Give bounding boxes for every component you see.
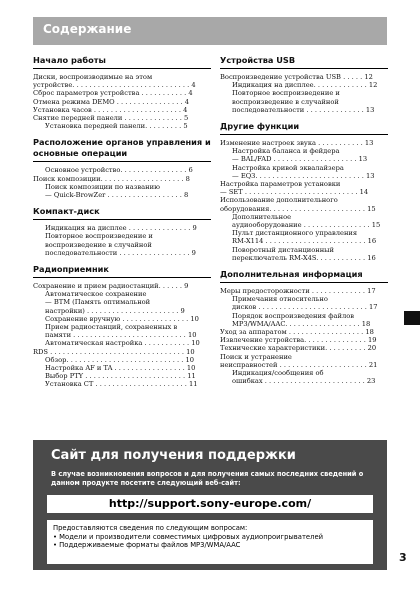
- toc-entry: Автоматическое сохранение: [45, 290, 147, 299]
- toc-left-column: [33, 55, 211, 396]
- toc-entry: Индикация на дисплее. . . . . . . . . . . . . 12: [232, 81, 378, 90]
- toc-section-title: Устройства USB: [220, 55, 388, 69]
- toc-entry: Сохранение и прием радиостанций. . . . . . 9: [33, 282, 189, 291]
- toc-entry: дисков . . . . . . . . . . . . . . . . . . . . . . . . . . 17: [232, 303, 378, 312]
- toc-entry: Извлечение устройства. . . . . . . . . . . . . . . 19: [220, 336, 377, 345]
- toc-entry: памяти . . . . . . . . . . . . . . . . . . . . . . . . . . . 10: [45, 331, 197, 340]
- toc-section: [33, 55, 211, 130]
- toc-entry: Меры предосторожности . . . . . . . . . . . . . 17: [220, 287, 376, 296]
- toc-entry: Поиск и устранение: [220, 352, 292, 361]
- toc-entry: Отмена режима DEMO . . . . . . . . . . . . . . . . 4: [33, 97, 190, 106]
- toc-entry: неисправностей . . . . . . . . . . . . . . . . . . . . . 21: [220, 360, 378, 369]
- page-number: 3: [399, 551, 407, 564]
- support-info-line: Предоставляются сведения по следующим вопросам:: [53, 524, 248, 532]
- toc-entry: Основное устройство. . . . . . . . . . . . . . . . 6: [45, 166, 193, 175]
- toc-entry: Повторное воспроизведение и: [45, 232, 153, 241]
- toc-entry: Поиск композиции по названию: [45, 182, 160, 191]
- toc-entry: Порядок воспроизведения файлов: [232, 311, 354, 320]
- toc-entry: Поиск композиции. . . . . . . . . . . . . . . . . . . . 8: [33, 174, 190, 183]
- toc-entry: Снятие передней панели . . . . . . . . . . . . . . 5: [33, 114, 189, 123]
- toc-entry: Технические характеристики. . . . . . . . . . 20: [220, 344, 377, 353]
- toc-entry: Установка передней панели. . . . . . . . . 5: [45, 122, 188, 131]
- toc-section: [33, 206, 211, 257]
- toc-entry: Индикация на дисплее . . . . . . . . . . . . . . . 9: [45, 224, 197, 233]
- toc-entry: воспроизведение в случайной: [45, 240, 152, 249]
- toc-section: [220, 55, 388, 114]
- section-tab-marker: [404, 311, 420, 325]
- toc-entry: последовательности . . . . . . . . . . . . . . . . . 9: [45, 248, 196, 257]
- toc-entry: устройстве. . . . . . . . . . . . . . . . . . . . . . . . . . . . 4: [33, 81, 196, 90]
- support-title: Сайт для получения поддержки: [51, 448, 296, 463]
- toc-entry: — Quick-BrowZer . . . . . . . . . . . . . . . . . . 8: [45, 191, 189, 200]
- toc-entry: Дополнительное: [232, 212, 292, 221]
- toc-entry: Сохранение вручную . . . . . . . . . . . . . . . . 10: [45, 314, 199, 323]
- toc-entry: Установка CT . . . . . . . . . . . . . . . . . . . . . . 11: [45, 380, 198, 389]
- support-box: [33, 440, 387, 570]
- toc-entry: оборудования. . . . . . . . . . . . . . . . . . . . . . . 15: [220, 204, 376, 213]
- toc-entry: Использование дополнительного: [220, 196, 338, 205]
- support-info-line: • Модели и производители совместимых цифровых аудиопроигрывателей: [53, 532, 324, 541]
- toc-entry: Индикация/сообщения об: [232, 369, 324, 378]
- toc-entry: Воспроизведение устройства USB . . . . . 12: [220, 73, 373, 81]
- toc-entry: Примечания относительно: [232, 295, 328, 304]
- support-intro: В случае возникновения вопросов и для получения самых последних сведений о данном продукте посетите следующий веб-сайт:: [51, 470, 364, 487]
- page-title: Содержание: [43, 22, 132, 36]
- support-info-box: [47, 520, 373, 564]
- toc-section-title: Начало работы: [33, 55, 211, 69]
- toc-entry: Поворотный дистанционный: [232, 245, 334, 254]
- toc-section: [33, 137, 211, 199]
- toc-entry: переключатель RM-X4S. . . . . . . . . . . . 16: [232, 253, 376, 262]
- contents-header-bar: [33, 17, 387, 45]
- support-url-link[interactable]: http://support.sony-europe.com/: [47, 495, 373, 513]
- toc-section: [220, 121, 388, 262]
- toc-entry: Изменение настроек звука . . . . . . . . . . . 13: [220, 139, 374, 148]
- toc-entry: воспроизведение в случайной: [232, 97, 339, 106]
- toc-entry: Пульт дистанционного управления: [232, 229, 358, 238]
- toc-entry: Прием радиостанций, сохраненных в: [45, 323, 178, 332]
- toc-section-title: Расположение органов управления и основные операции: [33, 137, 211, 162]
- toc-entry: — SET . . . . . . . . . . . . . . . . . . . . . . . . . . . 14: [220, 188, 369, 197]
- toc-entry: Диски, воспроизводимые на этом: [33, 73, 153, 81]
- toc-section: [220, 269, 388, 385]
- toc-entry: Уход за аппаратом . . . . . . . . . . . . . . . . . . 18: [220, 328, 374, 337]
- toc-entry: RDS . . . . . . . . . . . . . . . . . . . . . . . . . . . . . . . . 10: [33, 347, 195, 356]
- toc-entry: MP3/WMA/AAC. . . . . . . . . . . . . . . . . . 18: [232, 319, 371, 328]
- toc-entry: Обзор. . . . . . . . . . . . . . . . . . . . . . . . . . . . 10: [45, 355, 195, 364]
- toc-entry: ошибках . . . . . . . . . . . . . . . . . . . . . . . . 23: [232, 377, 376, 386]
- toc-entry: RM-X114 . . . . . . . . . . . . . . . . . . . . . . . . 16: [232, 237, 377, 246]
- toc-entry: Повторное воспроизведение и: [232, 89, 340, 98]
- toc-entry: — BAL/FAD . . . . . . . . . . . . . . . . . . . . 13: [232, 155, 368, 164]
- toc-entry: Настройка кривой эквалайзера: [232, 163, 344, 172]
- toc-section-title: Дополнительная информация: [220, 269, 388, 283]
- toc-entry: — BTM (Память оптимальной: [45, 298, 151, 307]
- toc-entry: Настройка AF и TA . . . . . . . . . . . . . . . . . 10: [45, 364, 196, 373]
- toc-entry: последовательности . . . . . . . . . . . . . . 13: [232, 105, 375, 114]
- toc-entry: — EQ3. . . . . . . . . . . . . . . . . . . . . . . . . . 13: [232, 171, 375, 180]
- toc-entry: Сброс параметров устройства . . . . . . . . . . . 4: [33, 89, 193, 98]
- toc-entry: Установка часов . . . . . . . . . . . . . . . . . . . . . 4: [33, 105, 188, 114]
- toc-entry: настройки) . . . . . . . . . . . . . . . . . . . . . . 9: [45, 306, 185, 315]
- toc-entry: Настройка параметров установки: [220, 180, 341, 189]
- toc-entry: Настройка баланса и фейдера: [232, 147, 340, 156]
- toc-section: [33, 264, 211, 389]
- toc-entry: аудиооборудование . . . . . . . . . . . . . . . . 15: [232, 221, 381, 230]
- toc-entry: Выбор PTY . . . . . . . . . . . . . . . . . . . . . . . . 11: [45, 372, 196, 381]
- toc-section-title: Другие функции: [220, 121, 388, 135]
- toc-right-column: [220, 55, 388, 393]
- toc-section-title: Радиоприемник: [33, 264, 211, 278]
- support-info-line: • Поддерживаемые форматы файлов MP3/WMA/AAC: [53, 541, 241, 550]
- toc-section-title: Компакт-диск: [33, 206, 211, 220]
- toc-entry: Автоматическая настройка . . . . . . . . . . . 10: [45, 339, 200, 348]
